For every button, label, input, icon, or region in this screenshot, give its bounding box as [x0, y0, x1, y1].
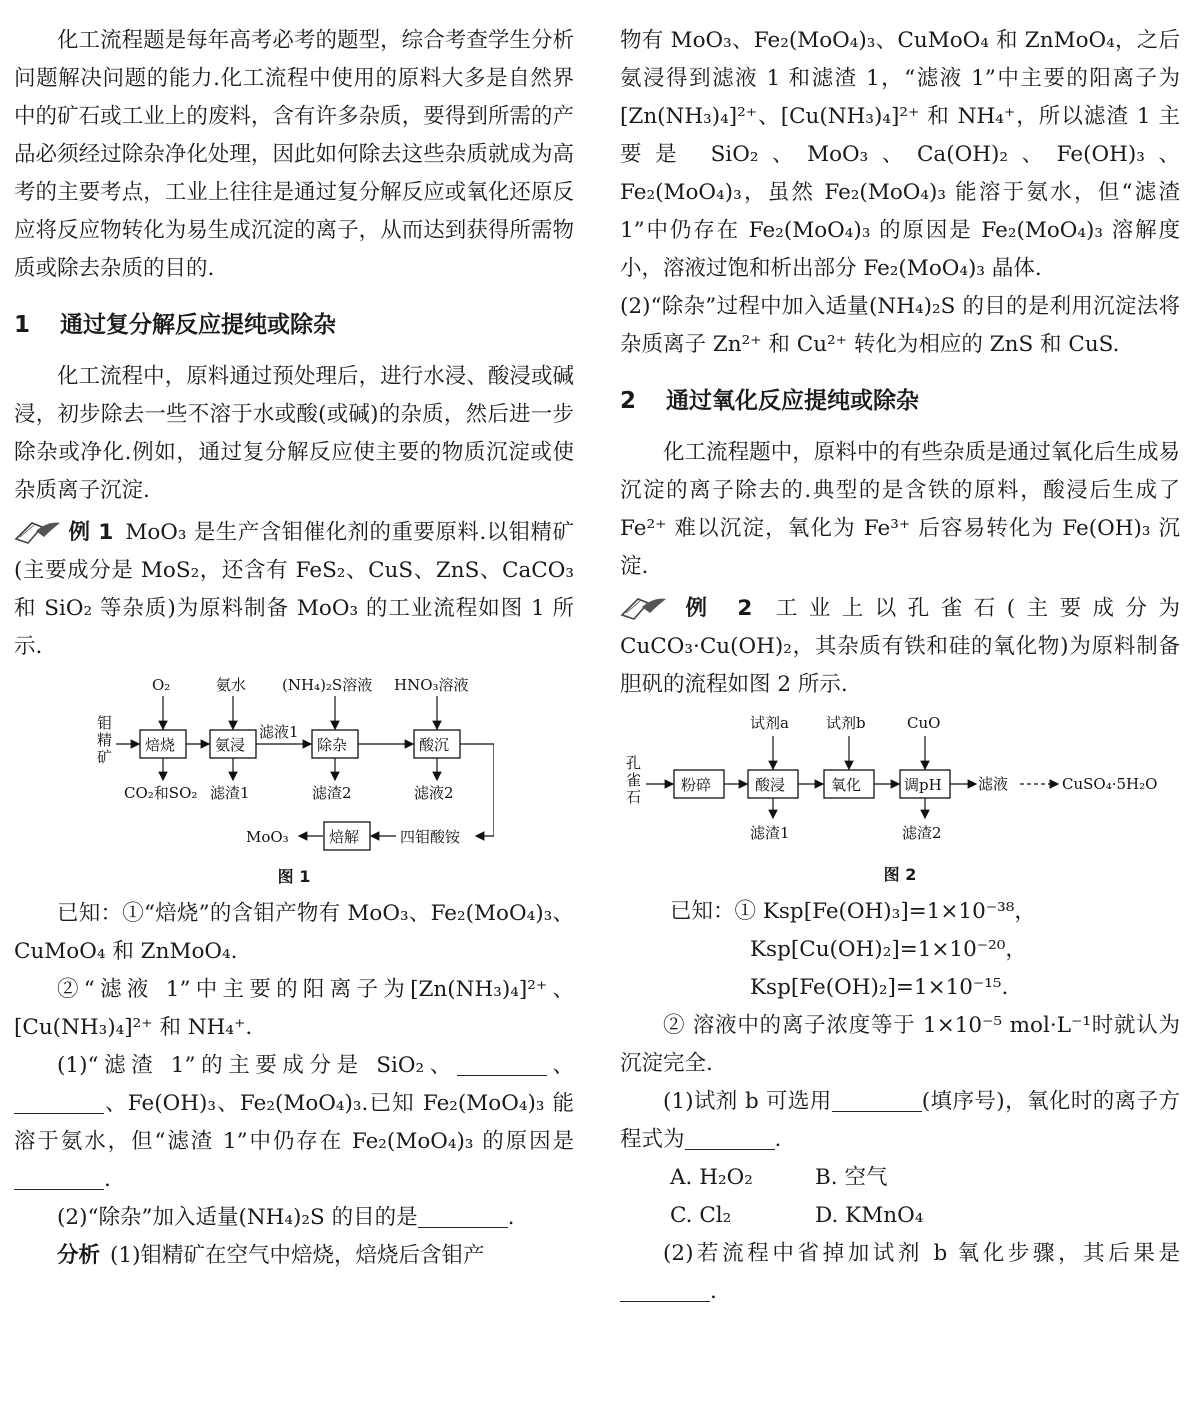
fig2-reagent-a: 试剂a: [750, 714, 789, 732]
fig1-raw-3: 矿: [97, 748, 113, 766]
analysis-text-start: (1)钼精矿在空气中焙烧，焙烧后含钼产: [110, 1243, 485, 1268]
example-1-known-2: ②“滤液 1”中主要的阳离子为[Zn(NH₃)₄]²⁺、[Cu(NH₃)₄]²⁺ 和 NH₄⁺.: [14, 977, 574, 1040]
fig2-reagent-b: 试剂b: [826, 714, 866, 732]
answer-blank[interactable]: [418, 1205, 508, 1228]
q2-text-a: (2)“除杂”加入适量(NH₄)₂S 的目的是: [57, 1205, 418, 1230]
answer-blank[interactable]: [14, 1167, 104, 1190]
section-2-paragraph: 化工流程题中，原料中的有些杂质是通过氧化后生成易沉淀的离子除去的.典型的是含铁的原料，酸浸后生成了 Fe²⁺ 难以沉淀，氧化为 Fe³⁺ 后容易转化为 Fe(OH)₃ 沉淀.: [620, 440, 1180, 579]
example-1-known-1: 已知：①“焙烧”的含钼产物有 MoO₃、Fe₂(MoO₄)₃、CuMoO₄ 和 ZnMoO₄.: [14, 901, 574, 964]
fig1-product: MoO₃: [246, 828, 289, 846]
fig2-step-crush: 粉碎: [681, 776, 712, 794]
fig1-reagent-nh4s: (NH₄)₂S溶液: [282, 676, 373, 694]
fig2-output-residue1: 滤渣1: [750, 824, 790, 842]
left-column: [14, 22, 574, 1275]
fig2-filtrate: 滤液: [978, 775, 1009, 793]
q2-end: .: [507, 1205, 515, 1230]
options-row-2: [620, 1197, 1180, 1235]
analysis-part-2: (2)“除杂”过程中加入适量(NH₄)₂S 的目的是利用沉淀法将杂质离子 Zn²⁺ 和 Cu²⁺ 转化为相应的 ZnS 和 CuS.: [620, 294, 1180, 357]
option-a[interactable]: A. H₂O₂: [670, 1165, 753, 1190]
ksp-line-2: Ksp[Cu(OH)₂]=1×10⁻²⁰，: [750, 937, 1027, 962]
option-d[interactable]: D. KMnO₄: [815, 1203, 924, 1228]
fig1-filtrate1: 滤液1: [259, 723, 299, 741]
options-row-1: [620, 1159, 1180, 1197]
answer-blank[interactable]: [832, 1089, 922, 1112]
example-2-question-1: [620, 1083, 1180, 1159]
example-2-label: 例 2: [674, 596, 753, 621]
fig1-reagent-hno3: HNO₃溶液: [394, 676, 469, 694]
fig1-step-ammonia: 氨浸: [215, 736, 246, 754]
q1-text-c: 、Fe(OH)₃、Fe₂(MoO₄)₃.已知 Fe₂(MoO₄)₃ 能溶于氨水，但“滤渣 1”中仍存在 Fe₂(MoO₄)₃ 的原因是: [14, 1091, 574, 1154]
fig1-step-decomp: 焙解: [329, 828, 360, 846]
q1-end: .: [104, 1167, 111, 1192]
fig1-step-acid: 酸沉: [419, 736, 450, 754]
example-1-question-2: [14, 1199, 574, 1237]
fig1-output-residue1: 滤渣1: [210, 784, 250, 802]
fig1-output-gas: CO₂和SO₂: [124, 784, 198, 802]
fig2-step-ph: 调pH: [904, 776, 942, 794]
e2q2-text-a: (2)若流程中省掉加试剂 b 氧化步骤，其后果是: [663, 1241, 1180, 1266]
q1-text-a: (1)“滤渣 1”的主要成分是 SiO₂、: [57, 1053, 457, 1078]
figure-1-caption: 图 1: [277, 867, 311, 886]
option-c[interactable]: C. Cl₂: [670, 1203, 732, 1228]
example-pen-icon: [14, 517, 64, 545]
q1-text-b: 、: [546, 1053, 574, 1078]
fig2-raw-1: 孔: [626, 754, 642, 772]
section-2-heading: [620, 382, 1180, 420]
right-column: [620, 22, 1180, 1311]
fig2-reagent-cuo: CuO: [907, 714, 941, 732]
analysis-label: 分析: [57, 1243, 101, 1268]
section-1-title: 通过复分解反应提纯或除杂: [60, 312, 336, 338]
section-2-title: 通过氧化反应提纯或除杂: [666, 388, 919, 414]
fig1-raw-2: 精: [97, 731, 113, 749]
example-2-stem: [620, 590, 1180, 704]
example-2-text: 工业上以孔雀石(主要成分为 CuCO₃·Cu(OH)₂，其杂质有铁和硅的氧化物)为原料制备胆矾的流程如图 2 所示.: [620, 596, 1181, 697]
example-1-text: MoO₃ 是生产含钼催化剂的重要原料.以钼精矿(主要成分是 MoS₂，还含有 FeS₂、CuS、ZnS、CaCO₃ 和 SiO₂ 等杂质)为原料制备 MoO₃ 的工业流程如图 1 所示.: [14, 520, 574, 659]
fig2-step-oxidize: 氧化: [831, 776, 862, 794]
e2q1-text-a: (1)试剂 b 可选用: [663, 1089, 832, 1114]
answer-blank[interactable]: [14, 1091, 104, 1114]
fig1-output-filtrate2: 滤液2: [414, 784, 454, 802]
example-1-label: 例 1: [68, 520, 114, 545]
section-1-heading: [14, 306, 574, 344]
fig1-step-roast: 焙烧: [145, 736, 176, 754]
option-b[interactable]: B. 空气: [815, 1165, 888, 1190]
figure-2-caption: 图 2: [883, 865, 917, 884]
answer-blank[interactable]: [457, 1053, 547, 1076]
fig1-intermediate: 四钼酸铵: [400, 828, 461, 846]
fig1-reagent-o2: O₂: [152, 676, 171, 694]
ksp-line-3: Ksp[Fe(OH)₂]=1×10⁻¹⁵.: [750, 975, 1009, 1000]
analysis-start: [14, 1237, 574, 1275]
answer-blank[interactable]: [620, 1279, 710, 1302]
figure-1-flowchart: [94, 672, 494, 862]
fig2-output-residue2: 滤渣2: [902, 824, 942, 842]
fig1-step-purify: 除杂: [317, 736, 348, 754]
section-1-number: 1: [14, 312, 31, 338]
fig2-step-acid: 酸浸: [755, 776, 786, 794]
analysis-continued: 物有 MoO₃、Fe₂(MoO₄)₃、CuMoO₄ 和 ZnMoO₄，之后氨浸得到滤液 1 和滤渣 1，“滤液 1”中主要的阳离子为[Zn(NH₃)₄]²⁺、[Cu(NH₃)₄]²⁺ 和 NH₄⁺，所以滤渣 1 主要是 SiO₂、MoO₃、Ca(OH)₂、Fe(OH)₃、Fe₂(MoO₄)₃，虽然 Fe₂(MoO₄)₃ 能溶于氨水，但“滤渣 1”中仍存在 Fe₂(MoO₄)₃ 的原因是 Fe₂(MoO₄)₃ 溶解度小，溶液过饱和析出部分 Fe₂(MoO₄)₃ 晶体.: [620, 28, 1180, 281]
e2q1-text-b: (填序号)，氧化时的离子方程式为: [620, 1089, 1180, 1152]
fig2-product: CuSO₄·5H₂O: [1062, 775, 1158, 793]
answer-blank[interactable]: [685, 1127, 775, 1150]
example-1-stem: [14, 514, 574, 666]
e2q2-end: .: [710, 1279, 717, 1304]
intro-paragraph: 化工流程题是每年高考必考的题型，综合考查学生分析问题解决问题的能力.化工流程中使用的原料大多是自然界中的矿石或工业上的废料，含有许多杂质，要得到所需的产品必须经过除杂净化处理，因此如何除去这些杂质就成为高考的主要考点，工业上往往是通过复分解反应或氧化还原反应将反应物转化为易生成沉淀的离子，从而达到获得所需物质或除去杂质的目的.: [14, 28, 574, 281]
section-2-number: 2: [620, 388, 637, 414]
example-2-known-2: ② 溶液中的离子浓度等于 1×10⁻⁵ mol·L⁻¹时就认为沉淀完全.: [620, 1013, 1180, 1076]
fig2-raw-2: 雀: [626, 771, 642, 789]
example-2-question-2: [620, 1235, 1180, 1311]
example-1-question-1: [14, 1047, 574, 1199]
fig1-raw-1: 钼: [97, 714, 113, 732]
figure-2-flowchart: [622, 710, 1178, 860]
e2q1-end: .: [774, 1127, 782, 1152]
example-pen-icon: [620, 593, 670, 621]
fig1-output-residue2: 滤渣2: [312, 784, 352, 802]
ksp-line-1: 已知：① Ksp[Fe(OH)₃]=1×10⁻³⁸，: [670, 899, 1036, 924]
fig1-reagent-ammonia: 氨水: [216, 676, 247, 694]
section-1-paragraph: 化工流程中，原料通过预处理后，进行水浸、酸浸或碱浸，初步除去一些不溶于水或酸(或碱)的杂质，然后进一步除杂或净化.例如，通过复分解反应使主要的物质沉淀或使杂质离子沉淀.: [14, 364, 574, 503]
fig2-raw-3: 石: [626, 788, 642, 806]
